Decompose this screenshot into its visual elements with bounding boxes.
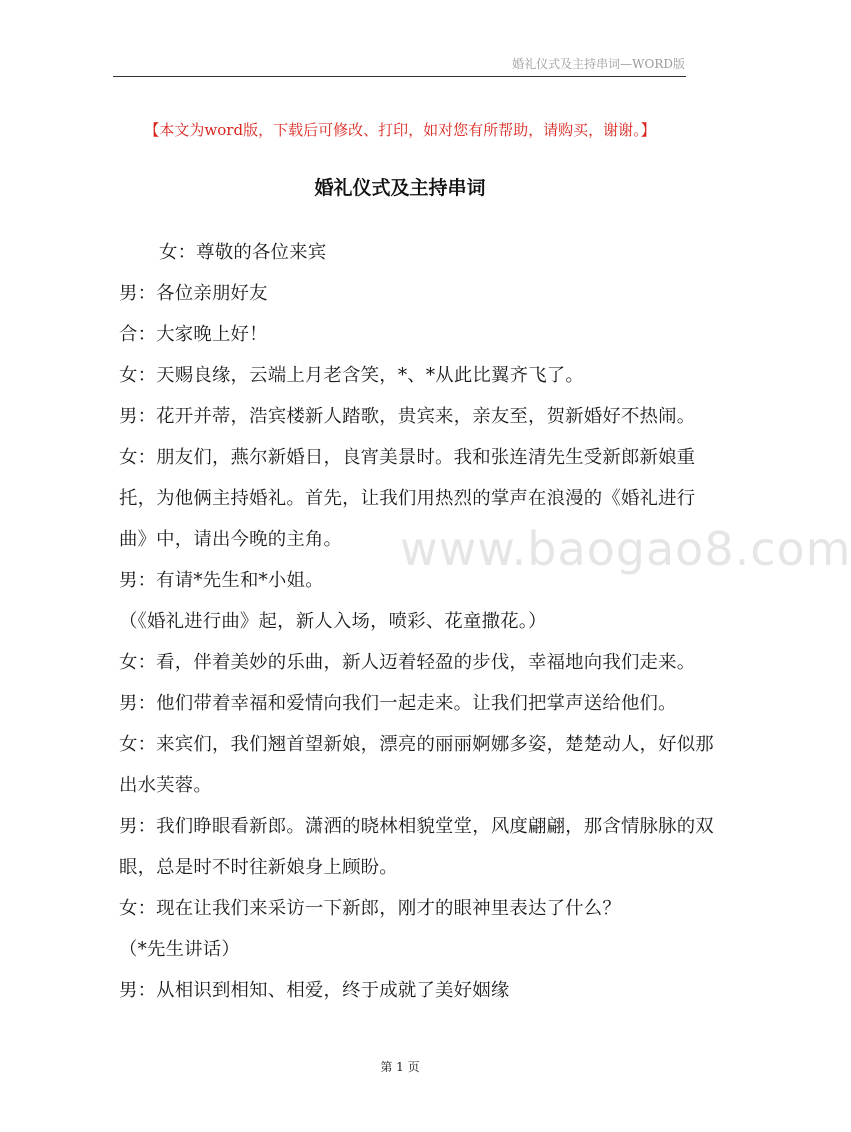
page-number: 第 1 页 bbox=[380, 1060, 420, 1074]
document-title: 婚礼仪式及主持串词 bbox=[314, 177, 486, 199]
paragraph: 男：从相识到相知、相爱，终于成就了美好姻缘 bbox=[119, 980, 510, 1001]
paragraph: 女：来宾们，我们翘首望新娘，漂亮的丽丽婀娜多姿，楚楚动人，好似那出水芙蓉。 bbox=[119, 734, 714, 796]
paragraph: 男：他们带着幸福和爱情向我们一起走来。让我们把掌声送给他们。 bbox=[119, 693, 677, 714]
paragraph: 女：现在让我们来采访一下新郎，刚才的眼神里表达了什么？ bbox=[119, 898, 621, 919]
paragraph: （*先生讲话） bbox=[119, 939, 240, 960]
paragraph: 女：天赐良缘，云端上月老含笑，*、*从此比翼齐飞了。 bbox=[119, 365, 584, 386]
paragraph: 男：有请*先生和*小姐。 bbox=[119, 570, 324, 591]
paragraph: （《婚礼进行曲》起，新人入场，喷彩、花童撒花。） bbox=[119, 611, 547, 632]
paragraph: 男：花开并蒂，浩宾楼新人踏歌，贵宾来，亲友至，贺新婚好不热闹。 bbox=[119, 406, 696, 427]
header-divider bbox=[113, 76, 686, 77]
paragraph: 男：我们睁眼看新郎。潇洒的晓林相貌堂堂，风度翩翩，那含情脉脉的双眼，总是时不时往新娘身上顾盼。 bbox=[119, 816, 714, 878]
watermark: www.baogao8.com bbox=[400, 522, 851, 576]
document-body bbox=[119, 232, 719, 1011]
paragraph: 女：朋友们，燕尔新婚日，良宵美景时。我和张连清先生受新郎新娘重托，为他俩主持婚礼。首先，让我们用热烈的掌声在浪漫的《婚礼进行曲》中，请出今晚的主角。 bbox=[119, 447, 696, 550]
paragraph: 女：看，伴着美妙的乐曲，新人迈着轻盈的步伐，幸福地向我们走来。 bbox=[119, 652, 696, 673]
purchase-notice: 【本文为word版，下载后可修改、打印，如对您有所帮助，请购买，谢谢。】 bbox=[144, 121, 656, 139]
paragraph: 合：大家晚上好！ bbox=[119, 324, 268, 345]
paragraph: 男：各位亲朋好友 bbox=[119, 283, 268, 304]
running-header: 婚礼仪式及主持串词—WORD版 bbox=[512, 57, 685, 71]
paragraph: 女：尊敬的各位来宾 bbox=[159, 242, 327, 263]
